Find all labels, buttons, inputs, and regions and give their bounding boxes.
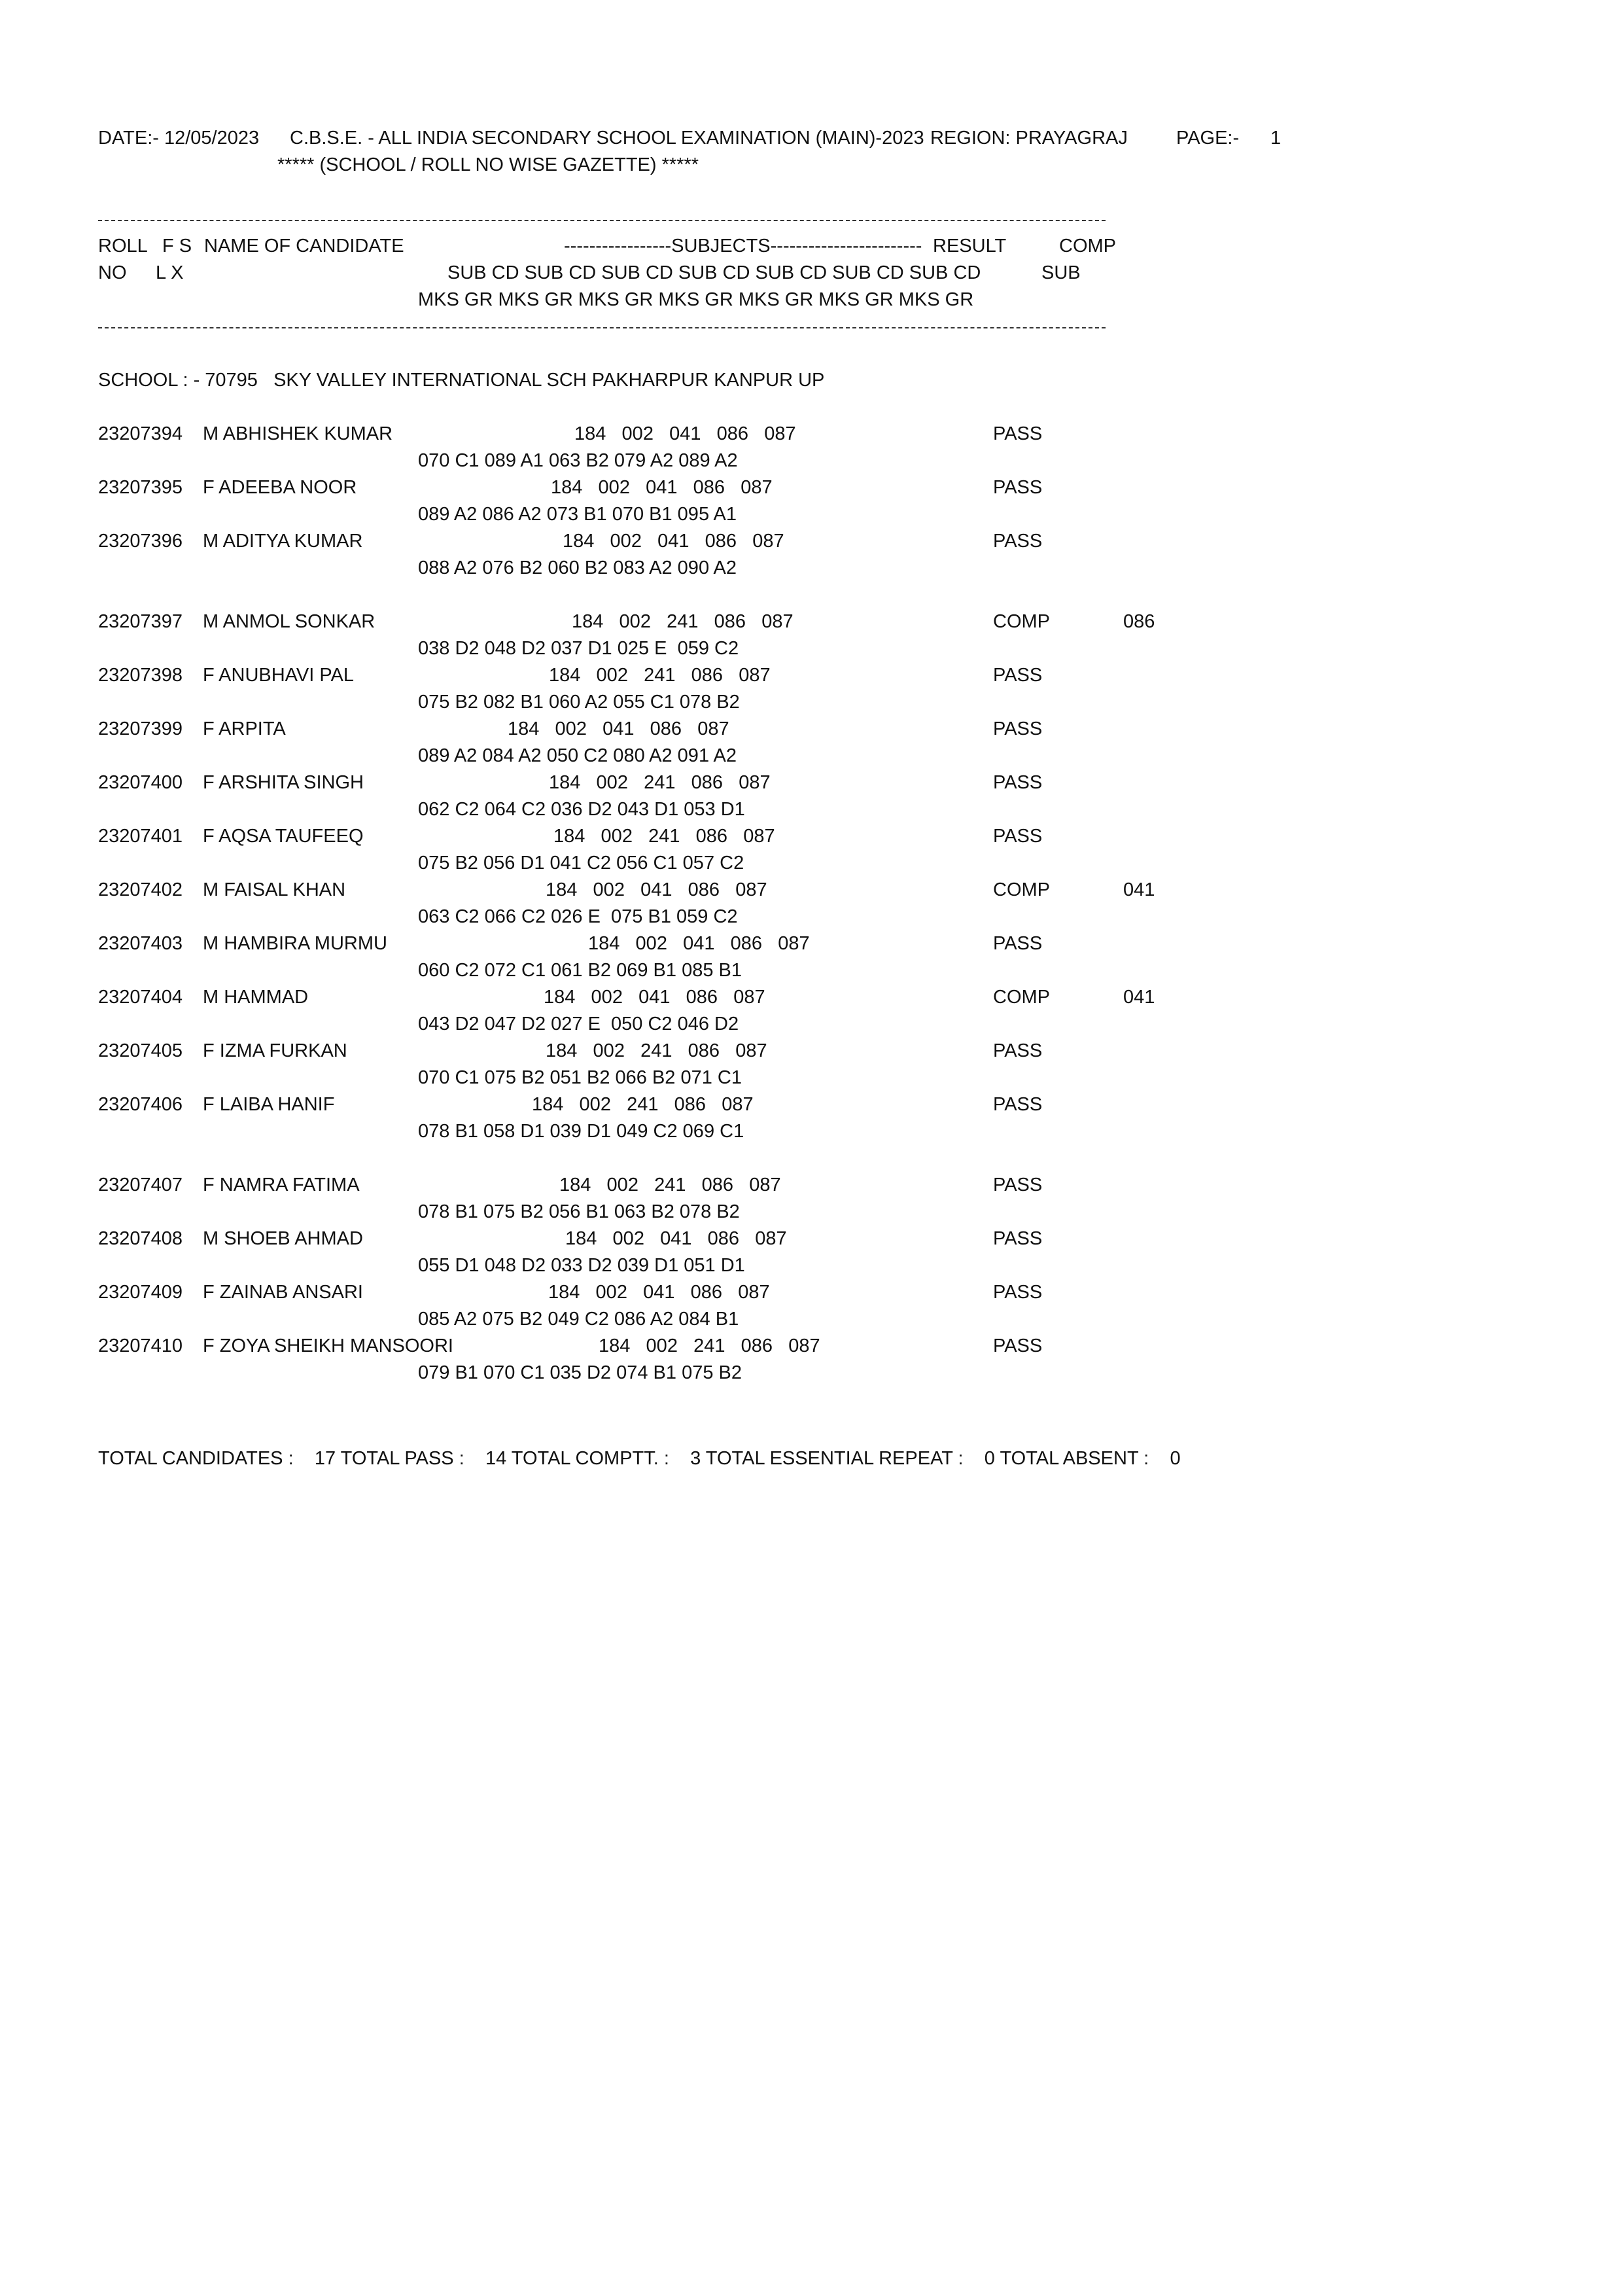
roll-number: 23207407 bbox=[98, 1174, 183, 1195]
table-row bbox=[0, 1337, 1623, 1390]
candidate-name: F AQSA TAUFEEQ bbox=[203, 826, 364, 847]
col-comp: COMP bbox=[1059, 236, 1116, 256]
table-row bbox=[0, 612, 1623, 666]
roll-number: 23207397 bbox=[98, 611, 183, 632]
marks-grades: 089 A2 084 A2 050 C2 080 A2 091 A2 bbox=[418, 745, 737, 766]
exam-title: C.B.S.E. - ALL INDIA SECONDARY SCHOOL EXAMINATION (MAIN)-2023 bbox=[290, 128, 924, 149]
table-row bbox=[0, 881, 1623, 934]
comp-subject: 041 bbox=[1123, 879, 1155, 900]
col-subjects: -----------------SUBJECTS------------------------ bbox=[564, 236, 922, 256]
roll-number: 23207406 bbox=[98, 1094, 183, 1115]
marks-grades: 062 C2 064 C2 036 D2 043 D1 053 D1 bbox=[418, 799, 745, 820]
result: PASS bbox=[993, 826, 1043, 847]
table-row bbox=[0, 1283, 1623, 1337]
candidate-name: M HAMMAD bbox=[203, 987, 309, 1008]
col-sub: SUB bbox=[1041, 262, 1081, 283]
table-row bbox=[0, 773, 1623, 827]
result: PASS bbox=[993, 772, 1043, 793]
candidate-name: F ARPITA bbox=[203, 718, 286, 739]
marks-grades: 055 D1 048 D2 033 D2 039 D1 051 D1 bbox=[418, 1255, 745, 1276]
table-row bbox=[0, 666, 1623, 720]
candidate-name: M ANMOL SONKAR bbox=[203, 611, 375, 632]
candidate-name: M FAISAL KHAN bbox=[203, 879, 346, 900]
comp-subject: 041 bbox=[1123, 987, 1155, 1008]
table-row bbox=[0, 1229, 1623, 1283]
school-line: SCHOOL : - 70795 SKY VALLEY INTERNATIONAL SCH PAKHARPUR KANPUR UP bbox=[98, 370, 825, 391]
result: PASS bbox=[993, 1094, 1043, 1115]
result: PASS bbox=[993, 1174, 1043, 1195]
marks-grades: 078 B1 058 D1 039 D1 049 C2 069 C1 bbox=[418, 1121, 744, 1142]
marks-grades: 038 D2 048 D2 037 D1 025 E 059 C2 bbox=[418, 638, 739, 659]
marks-grades: 078 B1 075 B2 056 B1 063 B2 078 B2 bbox=[418, 1201, 740, 1222]
roll-number: 23207408 bbox=[98, 1228, 183, 1249]
candidate-name: F ADEEBA NOOR bbox=[203, 477, 357, 498]
subject-codes: 184 002 041 086 087 bbox=[508, 718, 729, 739]
col-lx: L X bbox=[156, 262, 184, 283]
region: REGION: PRAYAGRAJ bbox=[930, 128, 1128, 149]
marks-grades: 063 C2 066 C2 026 E 075 B1 059 C2 bbox=[418, 906, 738, 927]
roll-number: 23207409 bbox=[98, 1282, 183, 1303]
marks-grades: 085 A2 075 B2 049 C2 086 A2 084 B1 bbox=[418, 1309, 739, 1330]
marks-grades: 070 C1 089 A1 063 B2 079 A2 089 A2 bbox=[418, 450, 738, 471]
subject-codes: 184 002 041 086 087 bbox=[551, 477, 773, 498]
table-row bbox=[0, 827, 1623, 881]
marks-grades: 075 B2 082 B1 060 A2 055 C1 078 B2 bbox=[418, 692, 740, 713]
subject-codes: 184 002 041 086 087 bbox=[574, 423, 796, 444]
result: COMP bbox=[993, 987, 1050, 1008]
result: PASS bbox=[993, 1040, 1043, 1061]
divider-top bbox=[98, 220, 1106, 221]
roll-number: 23207400 bbox=[98, 772, 183, 793]
page-label: PAGE:- bbox=[1176, 128, 1240, 149]
table-row bbox=[0, 425, 1623, 478]
result: PASS bbox=[993, 1282, 1043, 1303]
candidate-name: M ABHISHEK KUMAR bbox=[203, 423, 393, 444]
marks-grades: 075 B2 056 D1 041 C2 056 C1 057 C2 bbox=[418, 853, 744, 874]
table-row bbox=[0, 934, 1623, 988]
result: COMP bbox=[993, 879, 1050, 900]
candidate-name: F ZAINAB ANSARI bbox=[203, 1282, 363, 1303]
divider-bottom bbox=[98, 327, 1106, 328]
col-mks-gr: MKS GR MKS GR MKS GR MKS GR MKS GR MKS GR MKS GR bbox=[418, 289, 974, 310]
candidate-name: M ADITYA KUMAR bbox=[203, 531, 363, 552]
result: PASS bbox=[993, 665, 1043, 686]
result: COMP bbox=[993, 611, 1050, 632]
result: PASS bbox=[993, 531, 1043, 552]
table-row bbox=[0, 532, 1623, 586]
roll-number: 23207398 bbox=[98, 665, 183, 686]
table-row bbox=[0, 988, 1623, 1042]
col-no: NO bbox=[98, 262, 127, 283]
roll-number: 23207399 bbox=[98, 718, 183, 739]
marks-grades: 089 A2 086 A2 073 B1 070 B1 095 A1 bbox=[418, 504, 737, 525]
comp-subject: 086 bbox=[1123, 611, 1155, 632]
print-date: DATE:- 12/05/2023 bbox=[98, 128, 260, 149]
roll-number: 23207403 bbox=[98, 933, 183, 954]
subject-codes: 184 002 041 086 087 bbox=[563, 531, 784, 552]
roll-number: 23207401 bbox=[98, 826, 183, 847]
subject-codes: 184 002 241 086 087 bbox=[559, 1174, 781, 1195]
subject-codes: 184 002 241 086 087 bbox=[549, 772, 771, 793]
col-fs: F S bbox=[162, 236, 192, 256]
page-number: 1 bbox=[1270, 128, 1282, 149]
subject-codes: 184 002 241 086 087 bbox=[572, 611, 794, 632]
table-row bbox=[0, 1042, 1623, 1095]
subject-codes: 184 002 041 086 087 bbox=[546, 879, 767, 900]
result: PASS bbox=[993, 933, 1043, 954]
result: PASS bbox=[993, 1228, 1043, 1249]
marks-grades: 070 C1 075 B2 051 B2 066 B2 071 C1 bbox=[418, 1067, 742, 1088]
subject-codes: 184 002 241 086 087 bbox=[549, 665, 771, 686]
roll-number: 23207402 bbox=[98, 879, 183, 900]
col-name: NAME OF CANDIDATE bbox=[204, 236, 404, 256]
candidate-name: M SHOEB AHMAD bbox=[203, 1228, 363, 1249]
subject-codes: 184 002 241 086 087 bbox=[599, 1335, 820, 1356]
marks-grades: 079 B1 070 C1 035 D2 074 B1 075 B2 bbox=[418, 1362, 742, 1383]
subject-codes: 184 002 041 086 087 bbox=[548, 1282, 770, 1303]
totals-summary: TOTAL CANDIDATES : 17 TOTAL PASS : 14 TOTAL COMPTT. : 3 TOTAL ESSENTIAL REPEAT : 0 TOTAL ABSENT : 0 bbox=[98, 1448, 1181, 1469]
col-result: RESULT bbox=[933, 236, 1007, 256]
table-row bbox=[0, 1095, 1623, 1149]
roll-number: 23207404 bbox=[98, 987, 183, 1008]
candidate-name: F NAMRA FATIMA bbox=[203, 1174, 360, 1195]
result: PASS bbox=[993, 477, 1043, 498]
candidate-name: F ANUBHAVI PAL bbox=[203, 665, 354, 686]
marks-grades: 088 A2 076 B2 060 B2 083 A2 090 A2 bbox=[418, 557, 737, 578]
roll-number: 23207394 bbox=[98, 423, 183, 444]
candidate-name: F LAIBA HANIF bbox=[203, 1094, 335, 1115]
result: PASS bbox=[993, 423, 1043, 444]
subject-codes: 184 002 041 086 087 bbox=[544, 987, 765, 1008]
table-row bbox=[0, 1176, 1623, 1229]
subject-codes: 184 002 241 086 087 bbox=[553, 826, 775, 847]
subject-codes: 184 002 241 086 087 bbox=[546, 1040, 767, 1061]
roll-number: 23207405 bbox=[98, 1040, 183, 1061]
col-sub-cd: SUB CD SUB CD SUB CD SUB CD SUB CD SUB CD SUB CD bbox=[447, 262, 981, 283]
candidate-name: F IZMA FURKAN bbox=[203, 1040, 347, 1061]
candidate-name: M HAMBIRA MURMU bbox=[203, 933, 387, 954]
gazette-subtitle: ***** (SCHOOL / ROLL NO WISE GAZETTE) ***** bbox=[277, 154, 699, 175]
result: PASS bbox=[993, 1335, 1043, 1356]
roll-number: 23207410 bbox=[98, 1335, 183, 1356]
result: PASS bbox=[993, 718, 1043, 739]
table-row bbox=[0, 478, 1623, 532]
roll-number: 23207396 bbox=[98, 531, 183, 552]
subject-codes: 184 002 041 086 087 bbox=[588, 933, 810, 954]
marks-grades: 043 D2 047 D2 027 E 050 C2 046 D2 bbox=[418, 1014, 739, 1034]
roll-number: 23207395 bbox=[98, 477, 183, 498]
candidate-name: F ARSHITA SINGH bbox=[203, 772, 364, 793]
subject-codes: 184 002 241 086 087 bbox=[532, 1094, 754, 1115]
table-row bbox=[0, 720, 1623, 773]
candidate-name: F ZOYA SHEIKH MANSOORI bbox=[203, 1335, 453, 1356]
col-roll: ROLL bbox=[98, 236, 148, 256]
subject-codes: 184 002 041 086 087 bbox=[565, 1228, 787, 1249]
marks-grades: 060 C2 072 C1 061 B2 069 B1 085 B1 bbox=[418, 960, 742, 981]
